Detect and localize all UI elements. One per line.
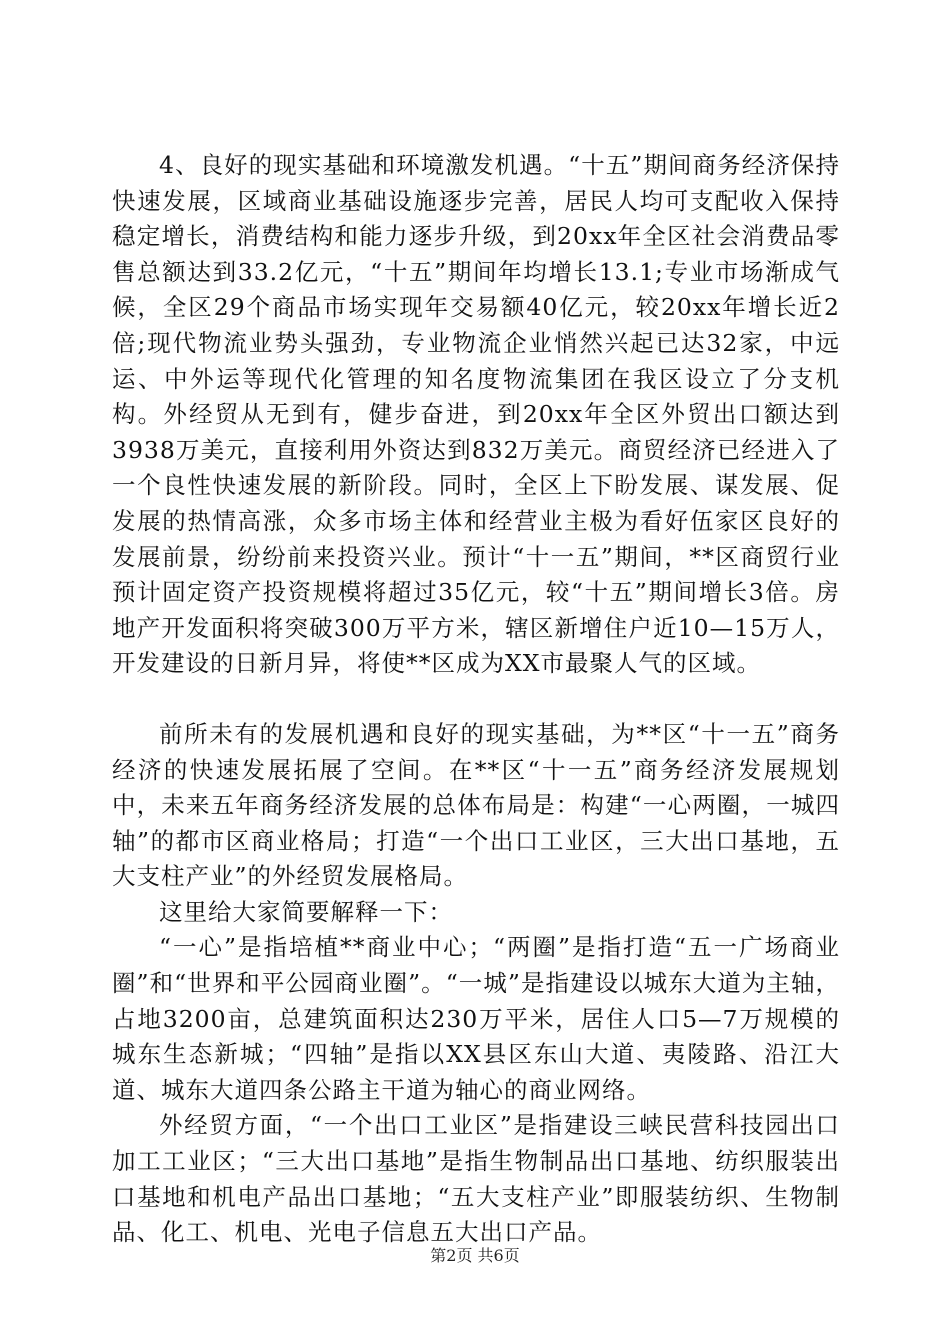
paragraph-opportunities: 4、良好的现实基础和环境激发机遇。“十五”期间商务经济保持快速发展，区域商业基础设施逐步完善，居民人均可支配收入保持稳定增长，消费结构和能力逐步升级，到20xx年全区社会消费品零售总额达到33.2亿元，“十五”期间年均增长13.1;专业市场渐成气候，全区29个商品市场实现年交易额40亿元，较20xx年增长近2倍;现代物流业势头强劲，专业物流企业悄然兴起已达32家，中远运、中外运等现代化管理的知名度物流集团在我区设立了分支机构。外经贸从无到有，健步奋进，到20xx年全区外贸出口额达到3938万美元，直接利用外资达到832万美元。商贸经济已经进入了一个良性快速发展的新阶段。同时，全区上下盼发展、谋发展、促发展的热情高涨，众多市场主体和经营业主极为看好伍家区良好的发展前景，纷纷前来投资兴业。预计“十一五”期间，**区商贸行业预计固定资产投资规模将超过35亿元，较“十五”期间增长3倍。房地产开发面积将突破300万平方米，辖区新增住户近10—15万人，开发建设的日新月异，将使**区成为XX市最聚人气的区域。 xyxy=(112,151,840,678)
paragraph-commercial-layout: “一心”是指培植**商业中心；“两圈”是指打造“五一广场商业圈”和“世界和平公园商业圈”。“一城”是指建设以城东大道为主轴，占地3200亩，总建筑面积达230万平米，居住人口5—7万规模的城东生态新城；“四轴”是指以XX县区东山大道、夷陵路、沿江大道、城东大道四条公路主干道为轴心的商业网络。 xyxy=(112,933,840,1104)
document-body xyxy=(112,148,840,1251)
paragraph-explanation-intro: 这里给大家简要解释一下： xyxy=(159,897,453,926)
paragraph-layout-overview: 前所未有的发展机遇和良好的现实基础，为**区“十一五”商务经济的快速发展拓展了空间。在**区“十一五”商务经济发展规划中，未来五年商务经济发展的总体布局是：构建“一心两圈，一城四轴”的都市区商业格局；打造“一个出口工业区，三大出口基地，五大支柱产业”的外经贸发展格局。 xyxy=(112,719,840,891)
paragraph-foreign-trade: 外经贸方面，“一个出口工业区”是指建设三峡民营科技园出口加工工业区；“三大出口基地”是指生物制品出口基地、纺织服装出口基地和机电产品出口基地；“五大支柱产业”即服装纺织、生物制品、化工、机电、光电子信息五大出口产品。 xyxy=(112,1111,840,1247)
page-footer: 第2页 共6页 xyxy=(430,1246,520,1265)
